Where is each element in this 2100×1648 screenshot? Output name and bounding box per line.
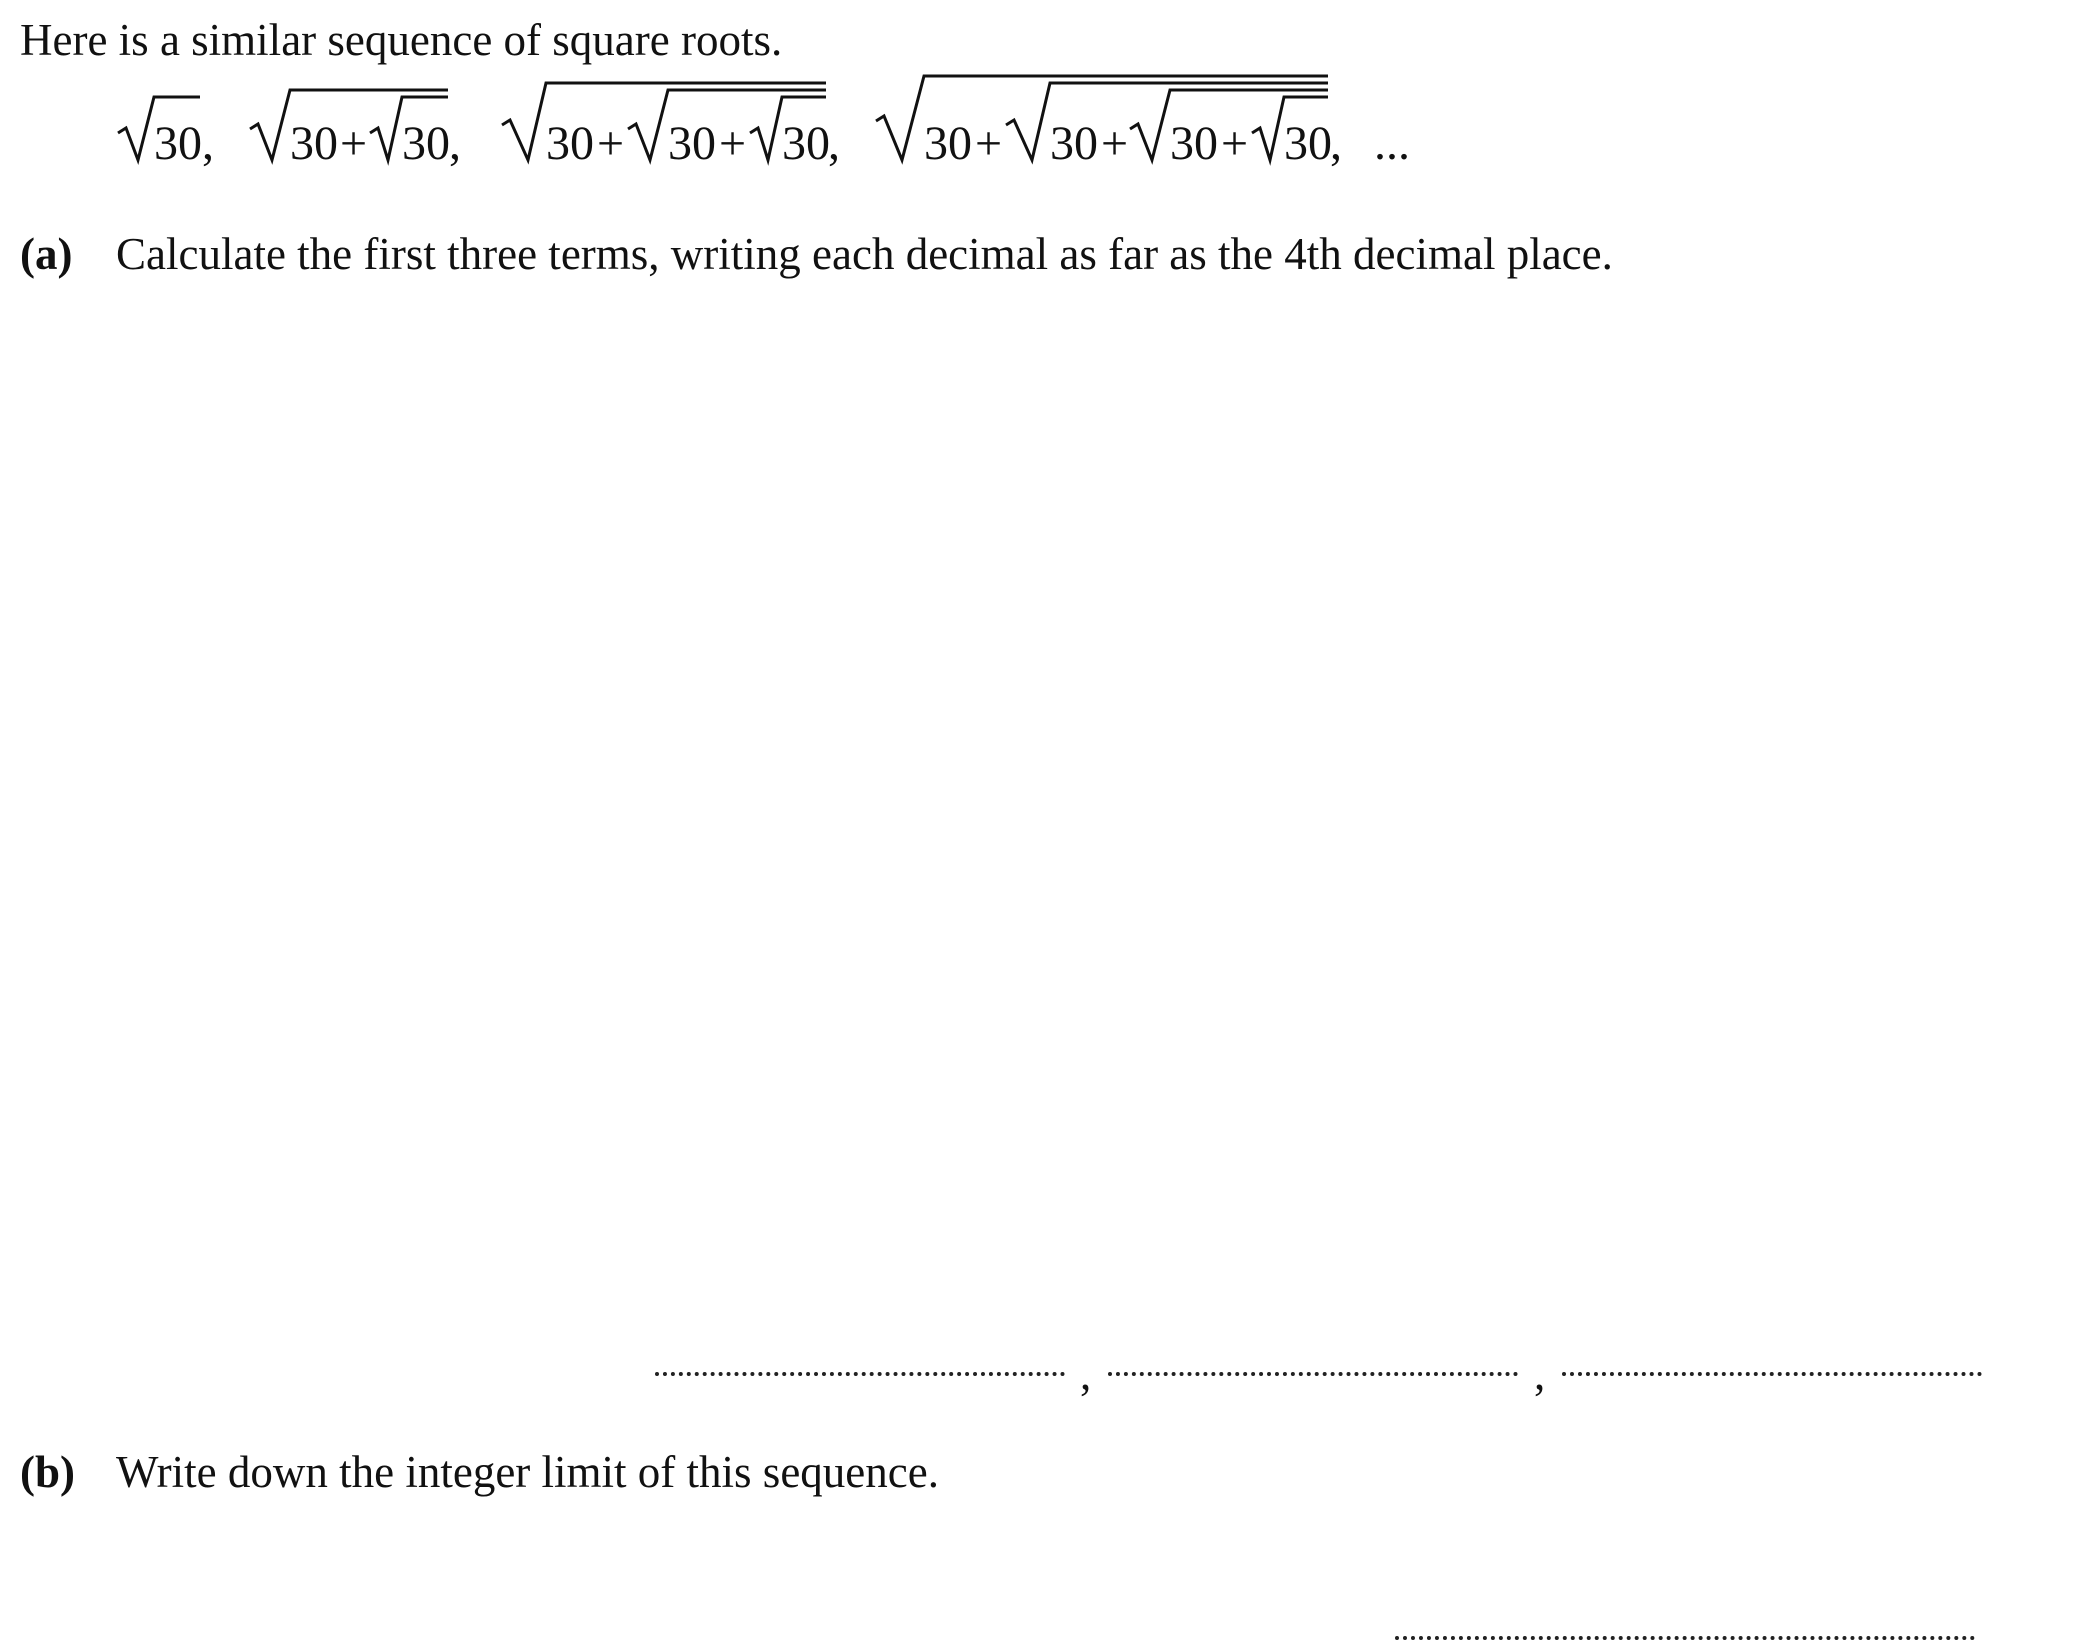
term-4-number-2: 30	[1050, 117, 1098, 170]
answer-line-3[interactable]	[1562, 1372, 1982, 1376]
term-4-plus-3: +	[1221, 117, 1249, 170]
answer-separator-1: ,	[1080, 1349, 1092, 1399]
term-4-plus-2: +	[1101, 117, 1129, 170]
term-3-plus-1: +	[597, 117, 625, 170]
term-3-number-3: 30	[782, 117, 830, 170]
part-b-question: Write down the integer limit of this sequence.	[116, 1447, 939, 1497]
term-3-plus-2: +	[719, 117, 747, 170]
square-root-sequence	[110, 0, 1450, 190]
term-3-comma: ,	[828, 117, 840, 170]
term-2-plus: +	[340, 117, 368, 170]
term-4	[876, 76, 1342, 170]
term-1	[118, 97, 214, 170]
term-4-comma: ,	[1330, 117, 1342, 170]
term-4-number-3: 30	[1170, 117, 1218, 170]
term-2-comma: ,	[449, 117, 461, 170]
term-3-number-2: 30	[668, 117, 716, 170]
term-3-number-1: 30	[546, 117, 594, 170]
term-3	[502, 83, 840, 170]
term-1-number: 30	[154, 117, 202, 170]
term-4-number-4: 30	[1284, 117, 1332, 170]
answer-line-1[interactable]	[655, 1372, 1065, 1376]
answer-line-2[interactable]	[1108, 1372, 1518, 1376]
answer-separator-2: ,	[1534, 1349, 1546, 1399]
part-a-label: (a)	[20, 229, 73, 279]
term-4-plus-1: +	[975, 117, 1003, 170]
term-4-number-1: 30	[924, 117, 972, 170]
term-2-number-1: 30	[290, 117, 338, 170]
part-a-question: Calculate the first three terms, writing each decimal as far as the 4th decimal place.	[116, 229, 1613, 279]
answer-line-limit[interactable]	[1395, 1636, 1975, 1640]
term-2	[250, 90, 461, 170]
term-2-number-2: 30	[402, 117, 450, 170]
part-b-label: (b)	[20, 1447, 75, 1497]
sequence-svg	[110, 0, 1450, 190]
sequence-ellipsis: ...	[1374, 117, 1410, 170]
term-1-comma: ,	[202, 117, 214, 170]
intro-text: Here is a similar sequence of square roots.	[20, 15, 783, 65]
